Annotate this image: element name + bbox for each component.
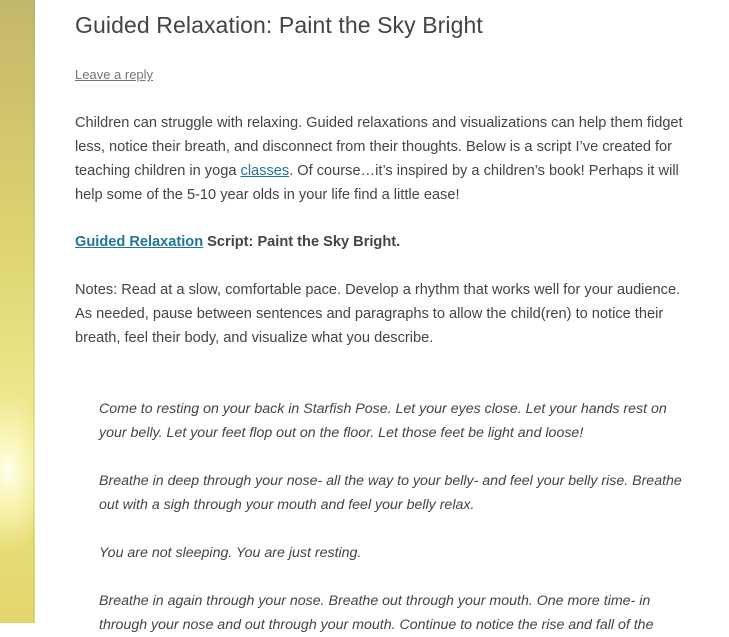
script-paragraph: Breathe in again through your nose. Breathe out through your mouth. One more time- in through your nose and out through your mouth. Continue to notice the rise and fall of the	[99, 593, 654, 633]
intro-text-end: . Of course…it’s inspired by a children’s book! Perhaps it will help some of the 5-10 year olds in your life find a little ease!	[75, 163, 679, 203]
classes-link[interactable]: classes	[240, 163, 290, 179]
post-title: Guided Relaxation: Paint the Sky Bright	[75, 12, 483, 38]
script-paragraph: You are not sleeping. You are just resting.	[99, 545, 362, 561]
script-paragraph: Breathe in deep through your nose- all the way to your belly- and feel your belly rise. Breathe out with a sigh through your mouth and feel your belly relax.	[99, 473, 682, 513]
decorative-sidebar-background	[0, 0, 35, 623]
script-heading-text: Script: Paint the Sky Bright.	[203, 234, 401, 250]
script-paragraph: Come to resting on your back in Starfish Pose. Let your eyes close. Let your hands rest on your belly. Let your feet flop out on the floor. Let those feet be light and loose!	[99, 401, 667, 441]
script-heading	[75, 230, 695, 254]
notes-paragraph: Notes: Read at a slow, comfortable pace. Develop a rhythm that works well for your audience. As needed, pause between sentences and paragraphs to allow the child(ren) to notice their breath, feel their body, and visualize what you describe.	[75, 282, 681, 346]
guided-relaxation-link[interactable]: Guided Relaxation	[75, 234, 204, 250]
intro-paragraph	[75, 111, 695, 207]
leave-reply-link[interactable]: Leave a reply	[75, 67, 154, 82]
intro-text-start: Children can struggle with relaxing. Guided relaxations and visualizations can help them fidget less, notice their breath, and disconnect from their thoughts. Below is a script I’ve created for teaching children in yoga	[75, 115, 683, 179]
